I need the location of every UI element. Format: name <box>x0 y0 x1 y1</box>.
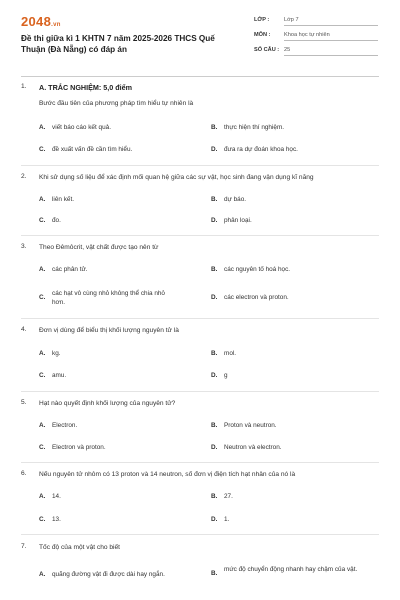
exam-header <box>0 0 400 82</box>
question-1 <box>21 99 379 109</box>
exam-title: Đề thi giữa kì 1 KHTN 7 năm 2025-2026 THCS Quế Thuận (Đà Nẵng) có đáp án <box>21 34 215 54</box>
question-text: Đơn vị dùng để biểu thị khối lượng nguyên tử là <box>39 327 179 334</box>
question-separator <box>21 391 379 392</box>
meta-class: LỚP : Lớp 7 <box>254 14 378 26</box>
question-4: 4. Đơn vị dùng để biểu thị khối lượng nguyên tử là <box>21 326 379 336</box>
question-5: 5. Hạt nào quyết định khối lượng của nguyên tử? <box>21 399 379 409</box>
meta-subject: MÔN : Khoa học tự nhiên <box>254 29 378 41</box>
meta-question-count-value: 25 <box>284 44 378 56</box>
question-separator <box>21 318 379 319</box>
exam-page: 2048.vn Đề thi giữa kì 1 KHTN 7 năm 2025-2026 THCS Quế Thuận (Đà Nẵng) có đáp án LỚP : Lớp 7 MÔN : Khoa học tự nhiên SỐ CÂU : 25 1. A. TRẮC NGHIỆM: 5,0 điểm Bước đầu tiên của phương pháp tìm hiểu tự nhiên là A. viết báo cáo kết quả. B. thực hiện thí nghiệm. C. đề xuất vấn đề cần tìm hiểu. D. đưa ra dự đoán khoa học. 2. Khi sử dụng số liệu để xác định mối quan hệ giữa các sự vật, học sinh đang vận dụng kĩ năng A. liên kết. B. dự báo. C. đo. D. phân loại. 3. Theo Đêmôcrit, vật chất được tạo nên từ A. các phân tử. B. các nguyên tố hoá học. C. các hạt vô cùng nhỏ không thể chia nhỏ hơn. D. các electron và proton. 4. Đơn vị dùng để biểu thị khối lượng nguyên tử là A. kg. B. mol. C. amu. D. g 5. Hạt nào quyết định khối lượng của nguyên tử? A. Electron. B. Proton và neutron. C. Electron và proton. D. Neutron và electron. 6. Nếu nguyên tử nhôm có 13 proton và 14 neutron, số đơn vị điện tích hạt nhân của nó là A. 14. B. 27. C. 13. D. 1. 7. Tốc độ của một vật cho biết A. quãng đường vật đi được dài hay ngắn. B. mức độ chuyển động nhanh hay chậm của vật. <box>0 0 400 600</box>
question-separator <box>21 235 379 236</box>
question-3: 3. Theo Đêmôcrit, vật chất được tạo nên từ <box>21 243 379 253</box>
question-text: Hạt nào quyết định khối lượng của nguyên tử? <box>39 400 176 407</box>
question-text: Theo Đêmôcrit, vật chất được tạo nên từ <box>39 244 159 251</box>
meta-subject-value: Khoa học tự nhiên <box>284 29 378 41</box>
question-separator <box>21 165 379 166</box>
question-6: 6. Nếu nguyên tử nhôm có 13 proton và 14 neutron, số đơn vị điện tích hạt nhân của nó là <box>21 470 379 480</box>
question-text: Khi sử dụng số liệu để xác định mối quan hệ giữa các sự vật, học sinh đang vận dụng kĩ năng <box>39 174 314 181</box>
question-7: 7. Tốc độ của một vật cho biết <box>21 543 379 553</box>
question-2: 2. Khi sử dụng số liệu để xác định mối quan hệ giữa các sự vật, học sinh đang vận dụng kĩ năng <box>21 173 379 183</box>
header-divider <box>21 76 379 77</box>
meta-class-value: Lớp 7 <box>284 14 378 26</box>
question-separator <box>21 534 379 535</box>
meta-question-count: SỐ CÂU : 25 <box>254 44 378 56</box>
section-heading: 1. A. TRẮC NGHIỆM: 5,0 điểm <box>21 83 133 92</box>
site-logo[interactable]: 2048.vn <box>21 14 61 29</box>
question-text: Nếu nguyên tử nhôm có 13 proton và 14 neutron, số đơn vị điện tích hạt nhân của nó là <box>39 471 296 478</box>
question-text: Bước đầu tiên của phương pháp tìm hiểu tự nhiên là <box>39 100 194 107</box>
question-separator <box>21 462 379 463</box>
question-text: Tốc độ của một vật cho biết <box>39 544 120 551</box>
